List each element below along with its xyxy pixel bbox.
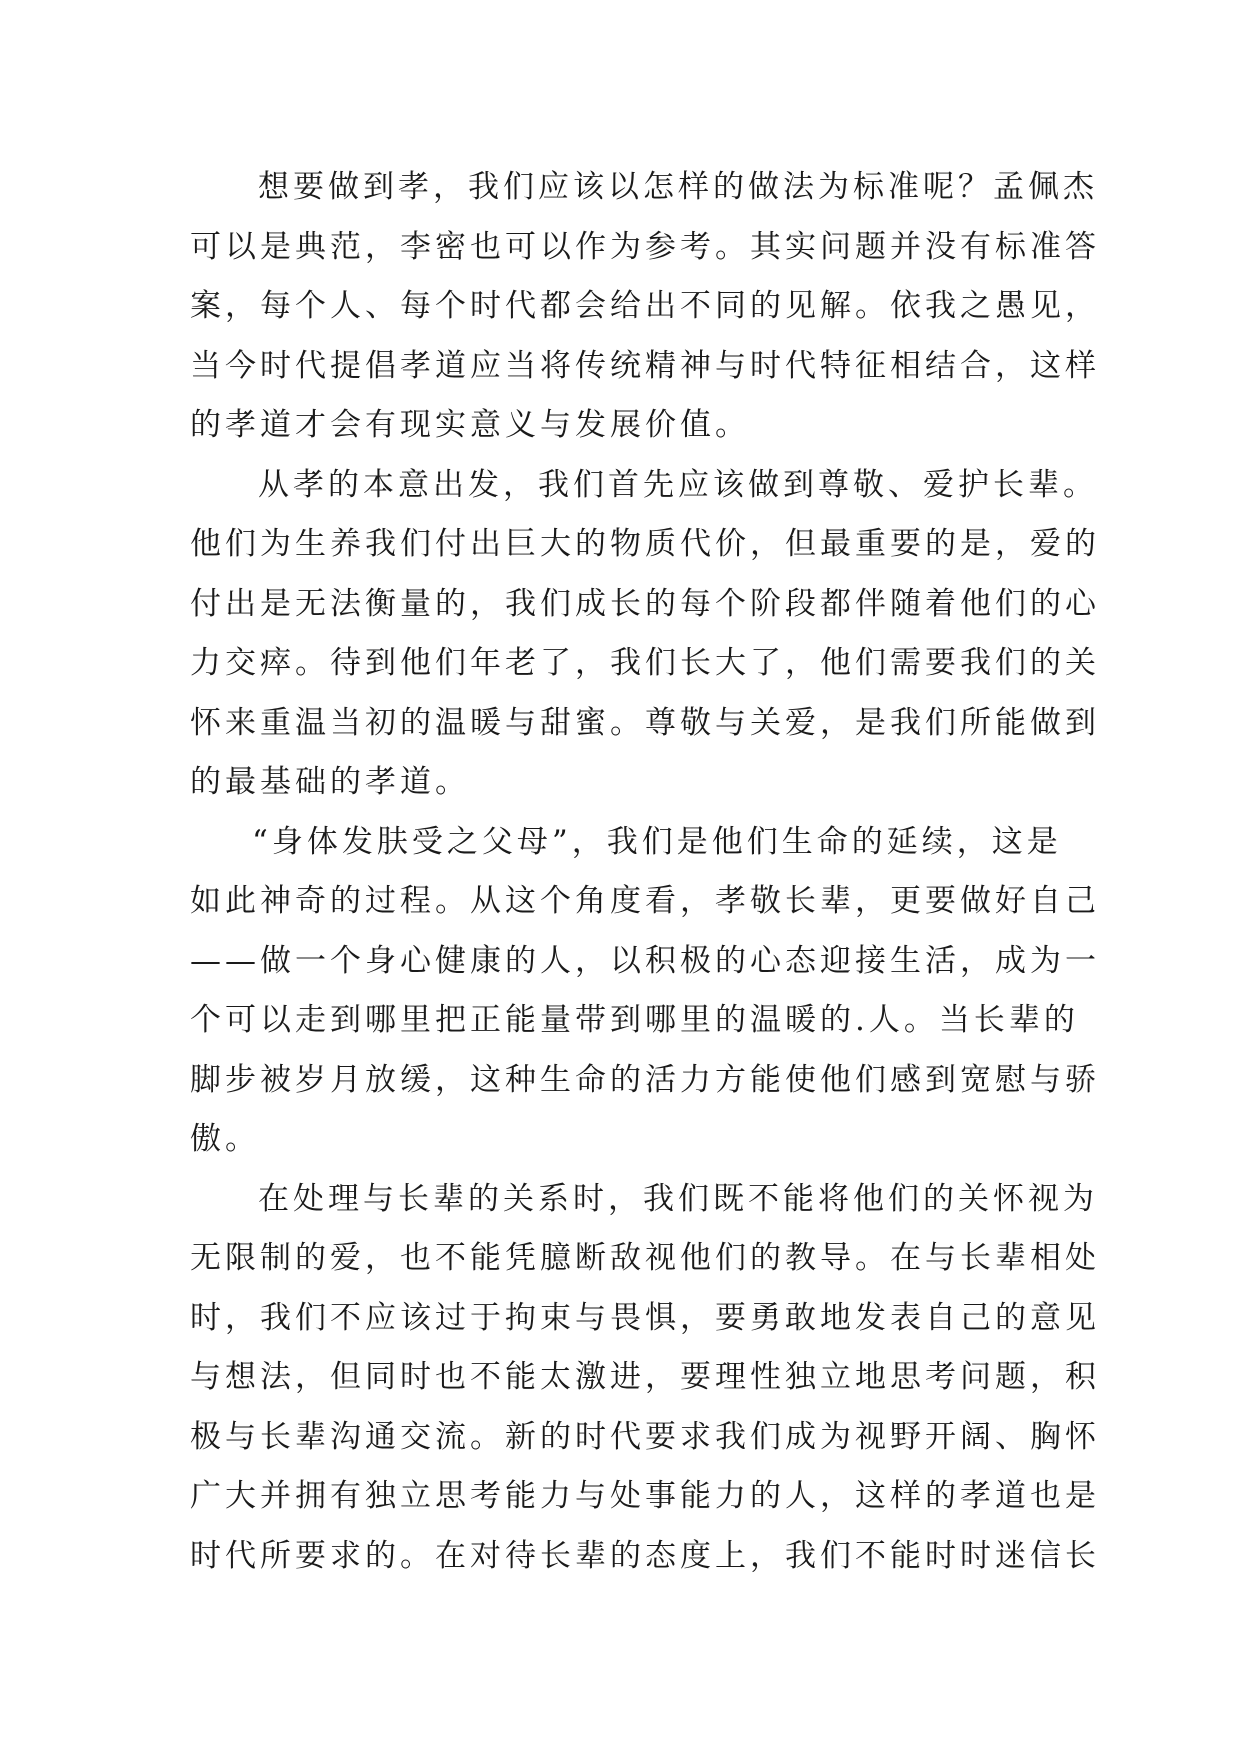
text-line: 力交瘁。待到他们年老了，我们长大了，他们需要我们的关	[190, 645, 1100, 681]
text-line: 案，每个人、每个时代都会给出不同的见解。依我之愚见，	[190, 288, 1100, 324]
text-line: “身体发肤受之父母”，我们是他们生命的延续，这是	[252, 823, 1062, 860]
text-line: 当今时代提倡孝道应当将传统精神与时代特征相结合，这样	[190, 347, 1100, 384]
paragraph-4	[190, 1170, 1100, 1587]
text-line: 广大并拥有独立思考能力与处事能力的人，这样的孝道也是	[190, 1478, 1100, 1514]
text-line: 时代所要求的。在对待长辈的态度上，我们不能时时迷信长	[190, 1537, 1100, 1574]
text-line: ——做一个身心健康的人，以积极的心态迎接生活，成为一	[190, 942, 1100, 979]
text-line: 的孝道才会有现实意义与发展价值。	[190, 407, 750, 443]
text-line: 与想法，但同时也不能太激进，要理性独立地思考问题，积	[190, 1359, 1100, 1395]
text-line: 在处理与长辈的关系时，我们既不能将他们的关怀视为	[258, 1180, 1098, 1217]
paragraph-2	[190, 456, 1100, 813]
text-line: 傲。	[190, 1121, 260, 1157]
text-line: 从孝的本意出发，我们首先应该做到尊敬、爱护长辈。	[258, 466, 1098, 503]
text-line: 的最基础的孝道。	[190, 764, 470, 800]
text-line: 无限制的爱，也不能凭臆断敌视他们的教导。在与长辈相处	[190, 1240, 1100, 1276]
text-line: 付出是无法衡量的，我们成长的每个阶段都伴随着他们的心	[190, 585, 1100, 622]
paragraph-1	[190, 158, 1100, 456]
text-line: 可以是典范，李密也可以作为参考。其实问题并没有标准答	[190, 228, 1100, 265]
text-line: 想要做到孝，我们应该以怎样的做法为标准呢？孟佩杰	[258, 169, 1098, 205]
text-line: 脚步被岁月放缓，这种生命的活力方能使他们感到宽慰与骄	[190, 1061, 1100, 1098]
document-body	[190, 158, 1100, 1586]
text-line: 他们为生养我们付出巨大的物质代价，但最重要的是，爱的	[190, 526, 1100, 562]
text-line: 怀来重温当初的温暖与甜蜜。尊敬与关爱，是我们所能做到	[190, 704, 1100, 741]
text-line: 时，我们不应该过于拘束与畏惧，要勇敢地发表自己的意见	[190, 1299, 1100, 1336]
text-line: 如此神奇的过程。从这个角度看，孝敬长辈，更要做好自己	[190, 883, 1100, 919]
text-line: 个可以走到哪里把正能量带到哪里的温暖的.人。当长辈的	[190, 1002, 1079, 1038]
paragraph-3	[190, 813, 1100, 1170]
text-line: 极与长辈沟通交流。新的时代要求我们成为视野开阔、胸怀	[190, 1418, 1100, 1455]
